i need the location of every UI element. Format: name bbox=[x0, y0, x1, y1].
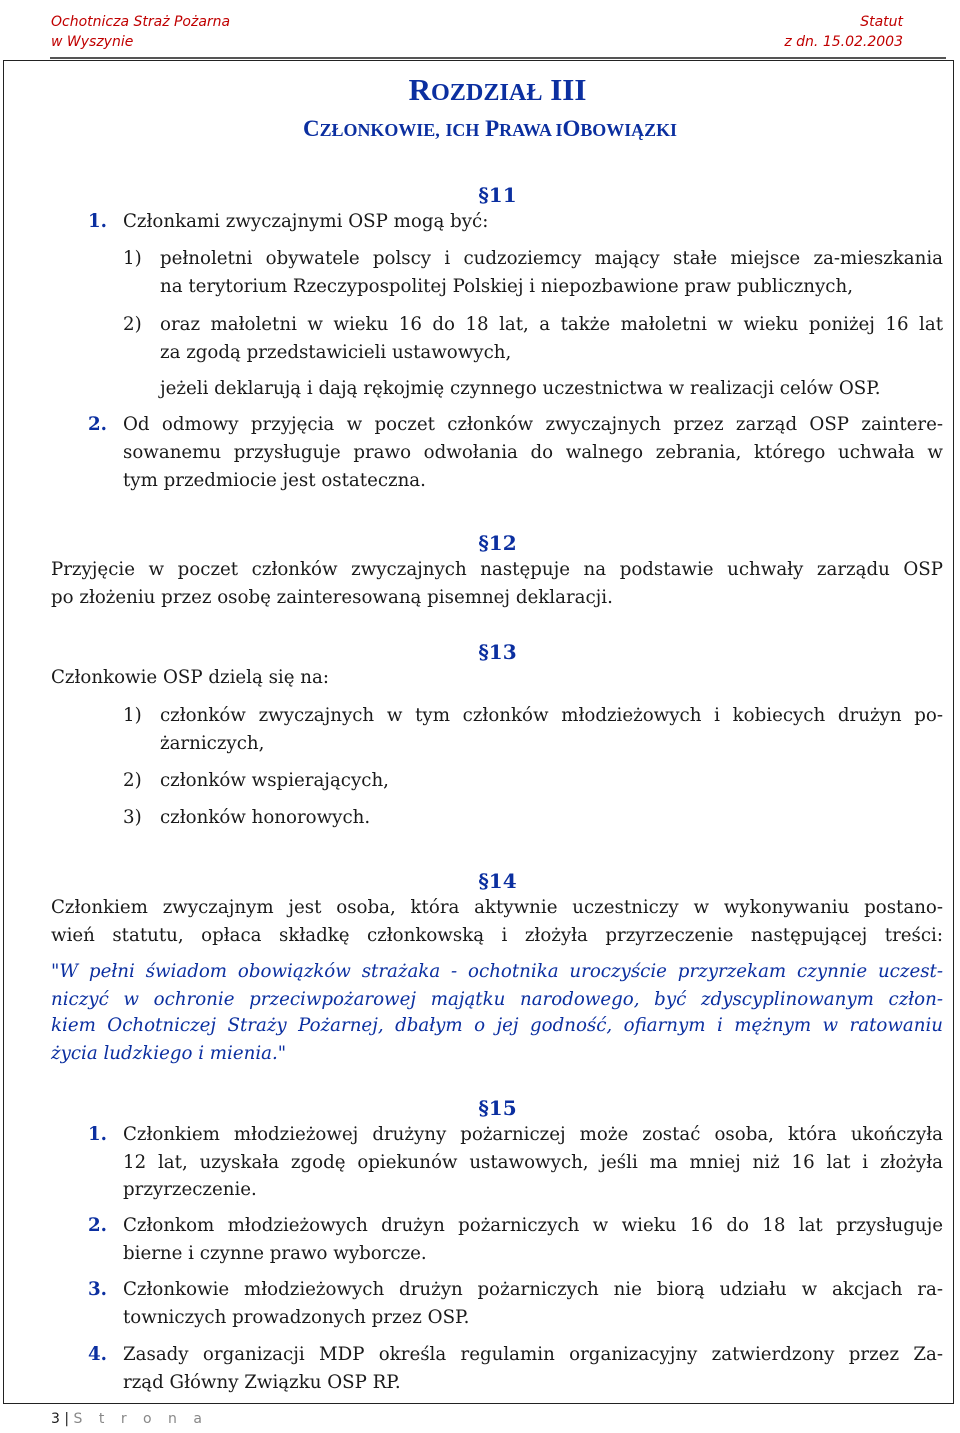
s15-p4-number: 4. bbox=[88, 1344, 107, 1365]
footer-separator: | bbox=[64, 1411, 70, 1427]
section-15-number: §15 bbox=[478, 1096, 517, 1120]
section-13-number: §13 bbox=[478, 640, 517, 664]
s14-oath-line2: niczyć w ochronie przeciwpożarowej majątku narodowego, być zdyscyplinowanym człon- bbox=[51, 989, 943, 1010]
s14-oath-line4: życia ludzkiego i mienia." bbox=[51, 1043, 287, 1064]
s11-p1-number: 1. bbox=[88, 211, 107, 232]
s11-p2-line2: sowanemu przysługuje prawo odwołania do walnego zebrania, którego uchwała w bbox=[123, 442, 943, 463]
chapter-title: ROZDZIAŁ III bbox=[408, 72, 587, 107]
s13-intro: Członkowie OSP dzielą się na: bbox=[51, 667, 329, 688]
page-footer bbox=[51, 1411, 208, 1427]
s11-item1-number: 1) bbox=[123, 248, 142, 269]
s13-item3-number: 3) bbox=[123, 807, 142, 828]
s11-item1-line2: na terytorium Rzeczypospolitej Polskiej i niepozbawione praw publicznych, bbox=[160, 276, 853, 297]
s11-p1-text: Członkami zwyczajnymi OSP mogą być: bbox=[123, 211, 489, 232]
page-number: 3 bbox=[51, 1411, 60, 1427]
s15-p4-line1: Zasady organizacji MDP określa regulamin organizacyjny zatwierdzony przez Za- bbox=[123, 1344, 943, 1365]
s11-p2-number: 2. bbox=[88, 414, 107, 435]
s15-p3-line2: towniczych prowadzonych przez OSP. bbox=[123, 1307, 470, 1328]
s14-line2: wień statutu, opłaca składkę członkowską i złożyła przyrzeczenie następującej treści: bbox=[51, 925, 943, 946]
section-12-number: §12 bbox=[478, 531, 517, 555]
s14-oath-line3: kiem Ochotniczej Straży Pożarnej, dbałym o jej godność, ofiarnym i mężnym w ratowaniu bbox=[51, 1015, 943, 1036]
header-org-location: w Wyszynie bbox=[51, 34, 134, 50]
s13-item3-text: członków honorowych. bbox=[160, 807, 371, 828]
s15-p3-number: 3. bbox=[88, 1279, 107, 1300]
s13-item2-text: członków wspierających, bbox=[160, 770, 389, 791]
header-doc-date: z dn. 15.02.2003 bbox=[784, 34, 903, 50]
s15-p2-number: 2. bbox=[88, 1215, 107, 1236]
s14-line1: Członkiem zwyczajnym jest osoba, która aktywnie uczestniczy w wykonywaniu postano- bbox=[51, 897, 943, 918]
s15-p1-line2: 12 lat, uzyskała zgodę opiekunów ustawowych, jeśli ma mniej niż 16 lat i złożyła bbox=[123, 1152, 943, 1173]
s13-item1-line1: członków zwyczajnych w tym członków młodzieżowych i kobiecych drużyn po- bbox=[160, 705, 943, 726]
chapter-subtitle: CZŁONKOWIE, ICH PRAWA IOBOWIĄZKI bbox=[302, 116, 678, 141]
header-organization bbox=[51, 12, 230, 52]
footer-page-label: S t r o n a bbox=[73, 1411, 208, 1427]
s13-item1-number: 1) bbox=[123, 705, 142, 726]
s12-line2: po złożeniu przez osobę zainteresowaną pisemnej deklaracji. bbox=[51, 587, 613, 608]
header-org-name: Ochotnicza Straż Pożarna bbox=[51, 14, 231, 30]
s14-oath-line1: "W pełni świadom obowiązków strażaka - ochotnika uroczyście przyrzekam czynnie uczest- bbox=[51, 961, 943, 982]
s15-p3-line1: Członkowie młodzieżowych drużyn pożarniczych nie biorą udziału w akcjach ra- bbox=[123, 1279, 943, 1300]
s15-p1-line1: Członkiem młodzieżowej drużyny pożarniczej może zostać osoba, która ukończyła bbox=[123, 1124, 943, 1145]
header-doc-title: Statut bbox=[860, 14, 903, 30]
header-divider bbox=[50, 57, 946, 59]
s13-item1-line2: żarniczych, bbox=[160, 733, 265, 754]
s15-p4-line2: rząd Główny Związku OSP RP. bbox=[123, 1372, 401, 1393]
s11-p2-line3: tym przedmiocie jest ostateczna. bbox=[123, 470, 426, 491]
s12-line1: Przyjęcie w poczet członków zwyczajnych następuje na podstawie uchwały zarządu OSP bbox=[51, 559, 943, 580]
s11-condition: jeżeli deklarują i dają rękojmię czynnego uczestnictwa w realizacji celów OSP. bbox=[160, 378, 881, 399]
s11-item1-line1: pełnoletni obywatele polscy i cudzoziemcy mający stałe miejsce za-mieszkania bbox=[160, 248, 943, 269]
s13-item2-number: 2) bbox=[123, 770, 142, 791]
header-document bbox=[784, 12, 903, 52]
s11-item2-number: 2) bbox=[123, 314, 142, 335]
s11-item2-line1: oraz małoletni w wieku 16 do 18 lat, a także małoletni w wieku poniżej 16 lat bbox=[160, 314, 943, 335]
s15-p2-line2: bierne i czynne prawo wyborcze. bbox=[123, 1243, 427, 1264]
section-11-number: §11 bbox=[478, 183, 517, 207]
s15-p1-line3: przyrzeczenie. bbox=[123, 1179, 257, 1200]
s11-item2-line2: za zgodą przedstawicieli ustawowych, bbox=[160, 342, 512, 363]
s11-p2-line1: Od odmowy przyjęcia w poczet członków zwyczajnych przez zarząd OSP zaintere- bbox=[123, 414, 943, 435]
s15-p2-line1: Członkom młodzieżowych drużyn pożarniczych w wieku 16 do 18 lat przysługuje bbox=[123, 1215, 943, 1236]
section-14-number: §14 bbox=[478, 869, 517, 893]
s15-p1-number: 1. bbox=[88, 1124, 107, 1145]
